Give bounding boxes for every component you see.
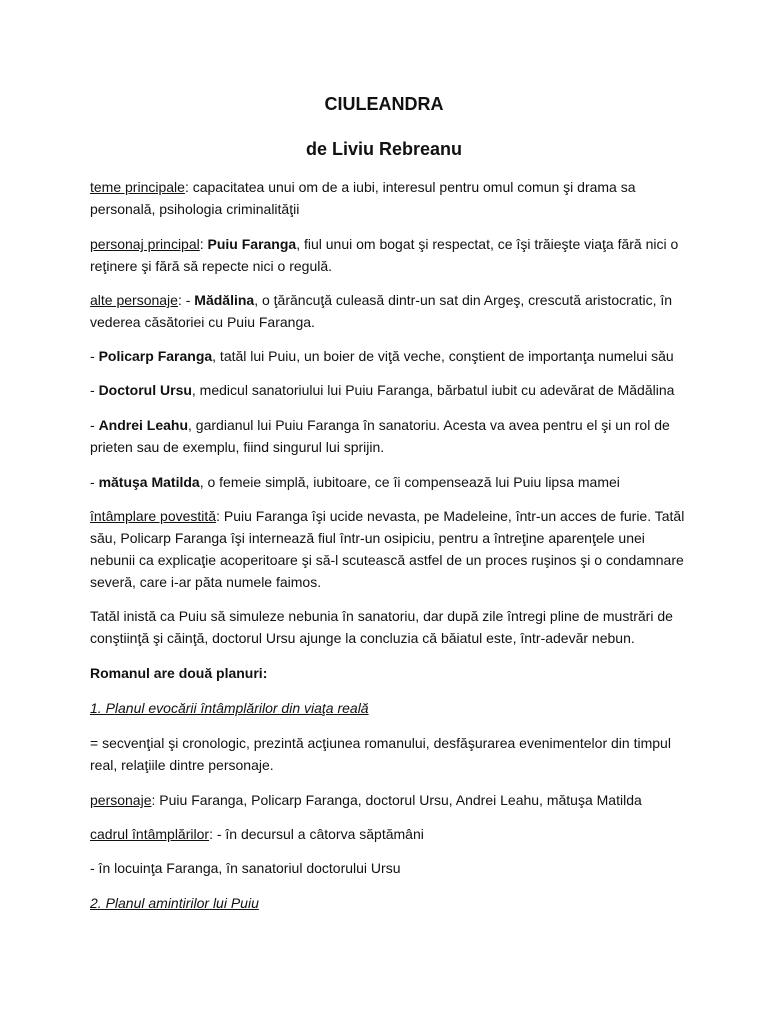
- list-dash: -: [90, 417, 99, 433]
- character-description: , medicul sanatoriului lui Puiu Faranga, bărbatul iubit cu adevărat de Mădălina: [191, 382, 675, 398]
- list-dash: -: [90, 474, 99, 490]
- separator: : -: [177, 292, 195, 308]
- teme-text: capacitatea unui om de a iubi, interesul pentru omul comun şi drama sa personală, psihologia criminalităţii: [90, 179, 636, 217]
- paragraph-cadrul-location: - în locuinţa Faranga, în sanatoriul doctorului Ursu: [90, 860, 401, 876]
- personaje-text: Puiu Faranga, Policarp Faranga, doctorul Ursu, Andrei Leahu, mătuşa Matilda: [159, 792, 642, 808]
- plan-description: = secvenţial şi cronologic, prezintă acţiunea romanului, desfăşurarea evenimentelor din timpul real, relaţiile dintre personaje.: [90, 735, 671, 773]
- character-description: , o femeie simplă, iubitoare, ce îi compensează lui Puiu lipsa mamei: [199, 474, 620, 490]
- paragraph-personaje: [90, 789, 690, 811]
- character-name: mătuşa Matilda: [98, 474, 200, 490]
- character-name: Andrei Leahu: [98, 417, 189, 433]
- cadrul-text: - în decursul a câtorva săptămâni: [216, 826, 424, 842]
- separator: :: [151, 792, 160, 808]
- character-name: Policarp Faranga: [98, 348, 213, 364]
- paragraph-personaj-principal: [90, 233, 690, 277]
- separator: :: [199, 236, 208, 252]
- label-intamplare-povestita: întâmplare povestită: [90, 508, 217, 524]
- separator: :: [209, 826, 217, 842]
- paragraph-tatal: Tatăl inistă ca Puiu să simuleze nebunia în sanatoriu, dar după zile întregi pline de mustrări de conştiinţă şi căinţă, doctorul Ursu ajunge la concluzia că băiatul este, într-adevăr nebun.: [90, 608, 673, 646]
- separator: :: [184, 179, 189, 195]
- character-name: Mădălina: [194, 292, 255, 308]
- label-personaje: personaje: [90, 792, 152, 808]
- list-dash: -: [90, 382, 99, 398]
- paragraph-alte-personaje: [90, 289, 690, 333]
- list-item-character: [90, 379, 690, 401]
- separator: :: [216, 508, 224, 524]
- character-name: Puiu Faranga: [207, 236, 297, 252]
- character-description: , fiul unui om bogat şi respectat, ce îşi trăieşte viaţa fără nici o reţinere şi fără să repecte nici o regulă.: [90, 236, 679, 274]
- list-dash: -: [90, 348, 99, 364]
- document-subtitle: de Liviu Rebreanu: [305, 139, 463, 159]
- character-name: Doctorul Ursu: [98, 382, 192, 398]
- label-cadrul-intamplarilor: cadrul întâmplărilor: [90, 826, 210, 842]
- list-item-character: [90, 471, 690, 493]
- document-title: CIULEANDRA: [324, 94, 444, 114]
- character-description: , tatăl lui Puiu, un boier de viţă veche, conştient de importanţa numelui său: [212, 348, 674, 364]
- label-alte-personaje: alte personaje: [90, 292, 178, 308]
- character-description: , o ţărăncuţă culeasă dintr-un sat din Argeş, crescută aristocratic, în vederea căsătoriei cu Puiu Faranga.: [90, 292, 673, 330]
- list-item-character: [90, 345, 690, 367]
- list-item-character: [90, 414, 690, 458]
- label-teme-principale: teme principale: [90, 179, 185, 195]
- section-heading: Romanul are două planuri:: [90, 665, 268, 681]
- paragraph-cadrul: [90, 823, 690, 845]
- intamplare-text: Puiu Faranga îşi ucide nevasta, pe Madeleine, într-un acces de furie. Tatăl său, Policarp Faranga îşi internează fiul într-un osipiciu, pentru a întreţine aparenţele unei nebunii ca explicaţie acoperitoare şi să-l scutească astfel de un proces ruşinos şi o condamnare severă, care i-ar păta numele faimos.: [90, 508, 685, 590]
- plan-heading-1: 1. Planul evocării întâmplărilor din viaţa reală: [90, 700, 369, 716]
- paragraph-teme-principale: [90, 176, 690, 220]
- character-description: , gardianul lui Puiu Faranga în sanatoriu. Acesta va avea pentru el şi un rol de prieten sau de exemplu, fiind singurul lui sprijin.: [90, 417, 670, 455]
- label-personaj-principal: personaj principal: [90, 236, 200, 252]
- plan-heading-2: 2. Planul amintirilor lui Puiu: [90, 895, 259, 911]
- paragraph-intamplare-povestita: [90, 505, 690, 593]
